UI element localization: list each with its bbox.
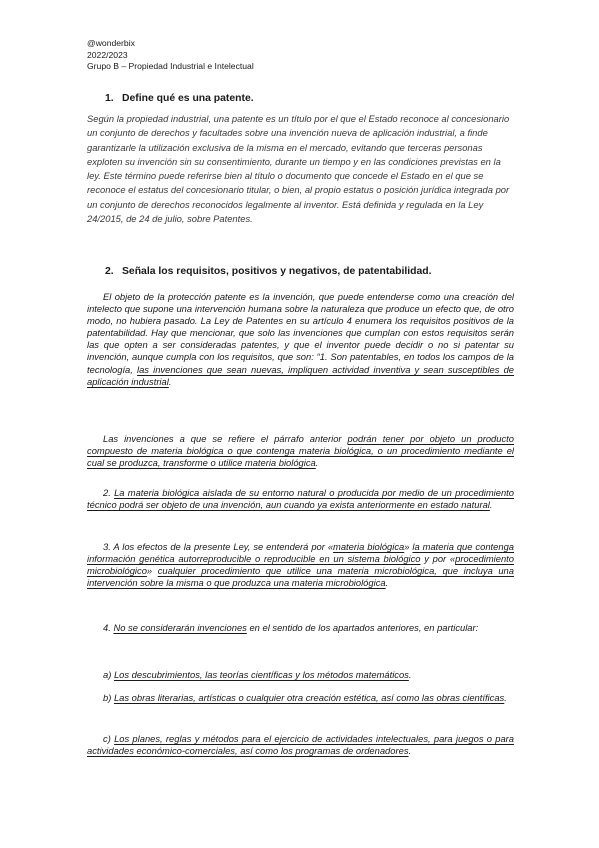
paragraph-text: . [168,375,172,387]
underlined-text: No se considerarán invenciones [113,622,247,633]
underlined-text: Los planes, reglas y métodos para el ejercicio de actividades intelectuales, para juegos o para actividades económico-comerciales, así como los programas de ordenadores [87,733,514,757]
paragraph-text: c) [103,733,115,744]
paragraph-text: . [408,745,412,757]
question-1-title: Define qué es una patente. [122,93,254,104]
question-2-paragraph-8 [87,733,514,757]
question-1-heading [105,93,254,104]
underlined-text: las invenciones que sean nuevas, impliquen actividad inventiva y sean susceptibles de aplicación industrial [87,363,514,387]
underlined-text: cualquier procedimiento que utilice una materia microbiológica, que incluya una intervención sobre la misma o que produzca una materia microbiológica [87,565,514,589]
underlined-text: podrán tener por objeto un producto compuesto de materia biológica o que contenga materia biológica, o un procedimiento mediante el cual se produzca, transforme o utilice materia biológica [87,433,514,469]
paragraph-text: b) [103,692,114,703]
paragraph-text: a) [103,669,114,680]
paragraph-text: . [504,692,507,703]
underlined-text: Las obras literarias, artísticas o cualquier otra creación estética, así como las obras científicas [113,692,505,703]
paragraph-text: . [385,577,389,589]
paragraph-text: » [146,565,158,577]
underlined-text: procedimiento microbiológico [87,553,514,577]
underlined-text: la materia que contenga información genética autorreproducible o reproducible en un sistema biológico [87,541,514,565]
question-2-heading [105,266,432,277]
underlined-text: La materia biológica aislada de su entorno natural o producida por medio de un procedimiento técnico podrá ser objeto de una invención, aun cuando ya exista anteriormente en estado natural [87,487,514,511]
underlined-text: Los descubrimientos, las teorías científicas y los métodos matemáticos [113,669,409,680]
paragraph-text: . [489,499,493,511]
question-2-paragraph-7 [87,692,514,704]
underlined-text: materia biológica [333,541,405,552]
paragraph-text: . [315,457,319,469]
question-2-number: 2. [105,266,114,277]
paragraph-text: 2. [103,487,115,498]
paragraph-text: y por « [420,553,456,565]
question-2-paragraph-5 [87,622,514,634]
paragraph-text: El objeto de la protección patente es la invención, que puede entenderse como una creación del intelecto que supone una intervención humana sobre la naturaleza que produce un efecto que, de otro modo, no hubiera pasado. La Ley de Patentes en su artículo 4 enumera los requisitos positivos de la patentabilidad. Hay que mencionar, que solo las invenciones que cumplan con estos requisitos serán las que opten a ser consideradas patentes, y que el inventor puede decidir o no si patentar su invención, aunque cumpla con los requisitos, que son: “1. Son patentables, en todos los campos de la tecnología, [87,291,514,375]
paragraph-text: 3. A los efectos de la presente Ley, se entenderá por « [103,541,334,552]
document-header [87,38,254,73]
course-group: Grupo B – Propiedad Industrial e Intelectual [87,61,254,71]
paragraph-text: Las invenciones a que se refiere el párrafo anterior [103,433,348,444]
question-1-answer: Según la propiedad industrial, una patente es un título por el que el Estado reconoce al concesionario un conjunto de derechos y facultades sobre una invención nueva de aplicación industrial, a finde garantizarle la utilización exclusiva de la misma en el mercado, evitando que terceras personas exploten su invención sin su consentimiento, durante un tiempo y en las condiciones previstas en la ley. Este término puede referirse bien al título o documento que concede el Estado en el que se reconoce el estatus del concesionario titular, o bien, al propio estatus o posición jurídica integrada por un conjunto de derechos reconocidos legalmente al inventor. Está definida y regulada en la Ley 24/2015, de 24 de julio, sobre Patentes. [87,113,510,225]
question-2-paragraph-2 [87,433,514,469]
paragraph-text: en el sentido de los apartados anteriores, en particular: [246,622,479,633]
paragraph-text: . [408,669,412,680]
author-handle: @wonderbix [87,38,135,48]
question-2-paragraph-1 [87,291,514,388]
question-2-paragraph-4 [87,541,514,589]
question-2-paragraph-3 [87,487,514,511]
question-2-title: Señala los requisitos, positivos y negativos, de patentabilidad. [122,266,432,277]
paragraph-text: » [404,541,413,552]
paragraph-text: 4. [103,622,114,633]
question-1-number: 1. [105,93,114,104]
academic-year: 2022/2023 [87,49,128,60]
question-2-paragraph-6 [87,669,514,681]
